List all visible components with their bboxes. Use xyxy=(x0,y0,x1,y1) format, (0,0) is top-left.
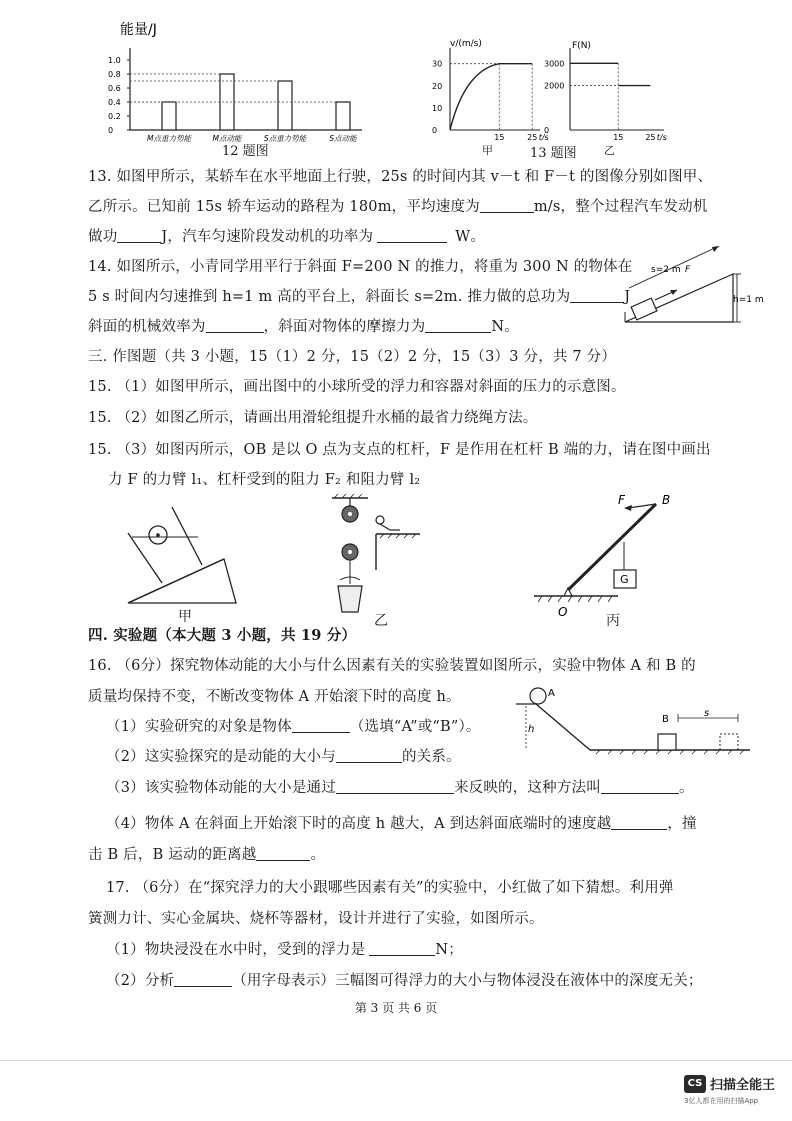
fig12-tick-label: 0.6 xyxy=(108,84,121,93)
fig13a-ytick-label: 0 xyxy=(432,126,438,135)
q15-slope xyxy=(128,559,224,603)
q15-jia-svg xyxy=(118,505,248,617)
q16-text: ，撞 xyxy=(667,816,697,832)
watermark-sub: 3亿人都在用的扫描App xyxy=(684,1097,759,1105)
q17-line1: 17. （6分）在“探究浮力的大小跟哪些因素有关”的实验中，小红做了如下猜想。利用弹 xyxy=(106,880,674,896)
fig12-bar xyxy=(278,81,292,130)
fig13b-xtick-label: 25 xyxy=(645,133,656,142)
fig13a-ylabel: v/(m/s) xyxy=(450,39,482,49)
watermark-name: 扫描全能王 xyxy=(710,1078,776,1093)
q16-blank-object[interactable] xyxy=(292,718,350,733)
fig12-tick-label: 1.0 xyxy=(108,56,121,65)
fig13a-ytick-label: 10 xyxy=(432,103,443,113)
q15-fig-jia xyxy=(118,505,248,617)
q15-B-label: B xyxy=(662,493,671,507)
q17-part2 xyxy=(106,971,703,991)
q14-blank-efficiency[interactable] xyxy=(206,318,264,333)
q15-fig-bing xyxy=(528,486,708,626)
scanner-watermark xyxy=(684,1074,775,1093)
fig12-bar xyxy=(162,102,176,130)
q14-F-label: F xyxy=(685,265,691,275)
q16-line1: 16. （6分）探究物体动能的大小与什么因素有关的实验装置如图所示，实验中物体 A 和 B 的 xyxy=(88,658,696,674)
section4-heading: 四. 实验题（本大题 3 小题，共 19 分） xyxy=(88,627,357,644)
q13-text: J，汽车匀速阶段发动机的功率为 xyxy=(161,229,374,245)
fig12-tick-label: 0 xyxy=(108,126,114,135)
q17-line2: 簧测力计、实心金属块、烧杯等器材，设计并进行了实验，如图所示。 xyxy=(88,911,544,927)
fig13b-ytick-label: 2000 xyxy=(544,81,565,91)
fig12-tick-label: 0.8 xyxy=(108,70,121,79)
q14-line3 xyxy=(88,317,519,337)
q14-text: N。 xyxy=(491,319,519,335)
q14-s-label: s=2 m xyxy=(651,265,681,275)
q13-blank-power[interactable] xyxy=(377,228,447,243)
fig13a-caption: 甲 xyxy=(482,144,493,157)
q14-incline-figure xyxy=(615,240,765,332)
q17-text: （用字母表示）三幅图可得浮力的大小与物体浸没在液体中的深度无关； xyxy=(232,973,703,989)
q15-cap-jia: 甲 xyxy=(178,609,192,625)
section3-heading: 三. 作图题（共 3 小题，15（1）2 分，15（2）2 分，15（3）3 分，共 7 分） xyxy=(88,349,617,365)
q15-yi-svg xyxy=(320,494,430,618)
fig13b-svg xyxy=(540,34,670,146)
q15-bucket xyxy=(338,586,362,612)
q16-text: 的关系。 xyxy=(401,749,461,765)
q16-h-label: h xyxy=(528,724,535,735)
q16-ramp-figure xyxy=(512,682,752,756)
q16-text: 来反映的，这种方法叫 xyxy=(453,780,601,796)
fig13a-ytick-label: 30 xyxy=(432,59,443,69)
q16-text: 击 B 后，B 运动的距离越 xyxy=(88,847,257,863)
q16-s-label: s xyxy=(704,708,710,719)
fig12-category-label: M点动能 xyxy=(212,134,242,143)
q16-blank-relation[interactable] xyxy=(336,748,402,763)
q15-G-label: G xyxy=(620,573,629,586)
q15-person-body xyxy=(380,524,390,530)
q13-blank-work[interactable] xyxy=(117,228,161,243)
fig12-caption: 12 题图 xyxy=(222,144,269,159)
q14-text: 5 s 时间内匀速推到 h=1 m 高的平台上，斜面长 s=2m. 推力做的总功为 xyxy=(88,289,571,305)
q13-text: m/s，整个过程汽车发动机 xyxy=(533,199,708,215)
fig13a-xtick-label: 25 xyxy=(527,133,538,142)
fig12-ylabel: 能量/J xyxy=(120,22,157,38)
q17-text: （2）分析 xyxy=(106,973,175,989)
q15-lever-OB xyxy=(568,504,656,590)
q16-blank-speed[interactable] xyxy=(611,815,667,830)
q17-text: N； xyxy=(435,942,463,958)
q16-block-B xyxy=(658,734,676,750)
fig12-bar xyxy=(336,102,350,130)
q17-blank-figures[interactable] xyxy=(174,972,232,987)
q13-text: W。 xyxy=(455,229,486,245)
q14-line1: 14. 如图所示，小青同学用平行于斜面 F=200 N 的推力，将重为 300 N 的物体在 xyxy=(88,259,633,275)
q15-incline xyxy=(128,559,236,603)
q15-container-right xyxy=(172,507,202,565)
q14-text: 斜面的机械效率为 xyxy=(88,319,206,335)
q16-part3 xyxy=(106,778,694,798)
q15-ground-hatch xyxy=(538,596,612,602)
fig13b-ytick-label: 3000 xyxy=(544,59,565,69)
q13-line2 xyxy=(88,197,708,217)
q14-svg xyxy=(615,240,765,332)
fig12-category-label: S点重力势能 xyxy=(263,134,307,143)
q13-line3 xyxy=(88,227,485,247)
fig13a-xtick-label: 15 xyxy=(494,133,505,142)
q14-blank-friction[interactable] xyxy=(425,318,491,333)
fig13a-svg xyxy=(424,34,549,146)
q16-blank-method[interactable] xyxy=(601,779,679,794)
q17-blank-buoyancy[interactable] xyxy=(369,941,435,956)
fig13a-xunit: t/s xyxy=(538,133,549,142)
q16-text: （2）这实验探究的是动能的大小与 xyxy=(106,749,336,765)
q16-text: （选填“A”或“B”）。 xyxy=(349,719,481,735)
q16-A-label: A xyxy=(548,688,555,699)
fig13b-xunit: t/s xyxy=(656,133,667,142)
q15-bing-svg xyxy=(528,486,708,626)
q16-ramp-slope xyxy=(536,704,590,750)
q15-line3: 15. （3）如图丙所示，OB 是以 O 点为支点的杠杆，F 是作用在杠杆 B 端的力，请在图中画出 xyxy=(88,442,711,458)
q15-line2: 15. （2）如图乙所示，请画出用滑轮组提升水桶的最省力绕绳方法。 xyxy=(88,410,538,426)
fig13b-xtick-label: 15 xyxy=(613,133,624,142)
scan-divider xyxy=(0,1060,792,1061)
fig13a-ytick-label: 20 xyxy=(432,81,443,91)
q13-blank-speed[interactable] xyxy=(480,198,534,213)
q14-h-label: h=1 m xyxy=(733,295,764,305)
fig13b-ft-chart xyxy=(540,34,670,146)
q14-line2 xyxy=(88,287,630,307)
fig12-tick-label: 0.4 xyxy=(108,98,121,107)
q16-part4 xyxy=(106,814,697,834)
q14-text: ，斜面对物体的摩擦力为 xyxy=(263,319,426,335)
q16-B-label: B xyxy=(662,714,669,725)
q16-part5 xyxy=(88,845,325,865)
q16-text: 。 xyxy=(678,780,694,796)
q16-blank-reflect[interactable] xyxy=(336,779,454,794)
fig13a-vt-chart xyxy=(424,34,549,146)
q13-text: 做功 xyxy=(88,229,118,245)
q15-container-left xyxy=(128,533,162,583)
q16-part2 xyxy=(106,747,461,767)
cs-logo-icon: CS xyxy=(684,1075,706,1093)
q16-part1 xyxy=(106,717,481,737)
q16-text: （3）该实验物体动能的大小是通过 xyxy=(106,780,336,796)
fig13-caption: 13 题图 xyxy=(530,146,577,161)
fig12-category-label: M点重力势能 xyxy=(147,134,191,143)
q13-text: 乙所示。已知前 15s 轿车运动的路程为 180m，平均速度为 xyxy=(88,199,480,215)
q15-O-label: O xyxy=(558,605,568,619)
q15-axle xyxy=(348,512,352,516)
fig13b-caption: 乙 xyxy=(604,144,615,157)
q16-blank-distance[interactable] xyxy=(256,846,310,861)
q13-line1: 13. 如图甲所示，某轿车在水平地面上行驶，25s 的时间内其 v－t 和 F－t 的图像分别如图甲、 xyxy=(88,169,713,185)
q16-svg xyxy=(512,682,752,756)
q15-ball-center xyxy=(156,533,160,537)
fig13b-ylabel: F(N) xyxy=(572,41,591,51)
q15-F-label: F xyxy=(618,493,625,507)
q15-line1: 15. （1）如图甲所示，画出图中的小球所受的浮力和容器对斜面的压力的示意图。 xyxy=(88,379,626,395)
q15-force-arrowhead xyxy=(624,505,632,511)
q16-text: 。 xyxy=(310,847,326,863)
q17-part1 xyxy=(106,940,463,960)
q14-block xyxy=(631,298,657,320)
q14-text: J xyxy=(624,289,631,305)
fig13a-velocity-curve xyxy=(450,64,532,130)
fig12-category-label: S点动能 xyxy=(329,134,357,143)
q15-fig-yi xyxy=(320,494,430,618)
q16-text: （1）实验研究的对象是物体 xyxy=(106,719,292,735)
q14-length-arrow xyxy=(712,246,719,252)
fig12-tick-label: 0.2 xyxy=(108,112,121,121)
q16-block-B-moved xyxy=(720,734,738,750)
q15-cap-bing: 丙 xyxy=(606,613,620,629)
q16-text: （4）物体 A 在斜面上开始滚下时的高度 h 越大，A 到达斜面底端时的速度越 xyxy=(106,816,612,832)
q16-line2: 质量均保持不变，不断改变物体 A 开始滚下时的高度 h。 xyxy=(88,689,461,705)
q17-text: （1）物块浸没在水中时，受到的浮力是 xyxy=(106,942,366,958)
q15-axle xyxy=(348,550,352,554)
page-footer: 第 3 页 共 6 页 xyxy=(354,1001,438,1015)
q15-cap-yi: 乙 xyxy=(374,613,388,629)
fig13b-ytick-label: 0 xyxy=(544,126,550,135)
q15-person-head xyxy=(376,516,384,524)
q15-line4: 力 F 的力臂 l₁、杠杆受到的阻力 F₂ 和阻力臂 l₂ xyxy=(108,472,421,488)
q16-ball-A xyxy=(530,688,546,704)
